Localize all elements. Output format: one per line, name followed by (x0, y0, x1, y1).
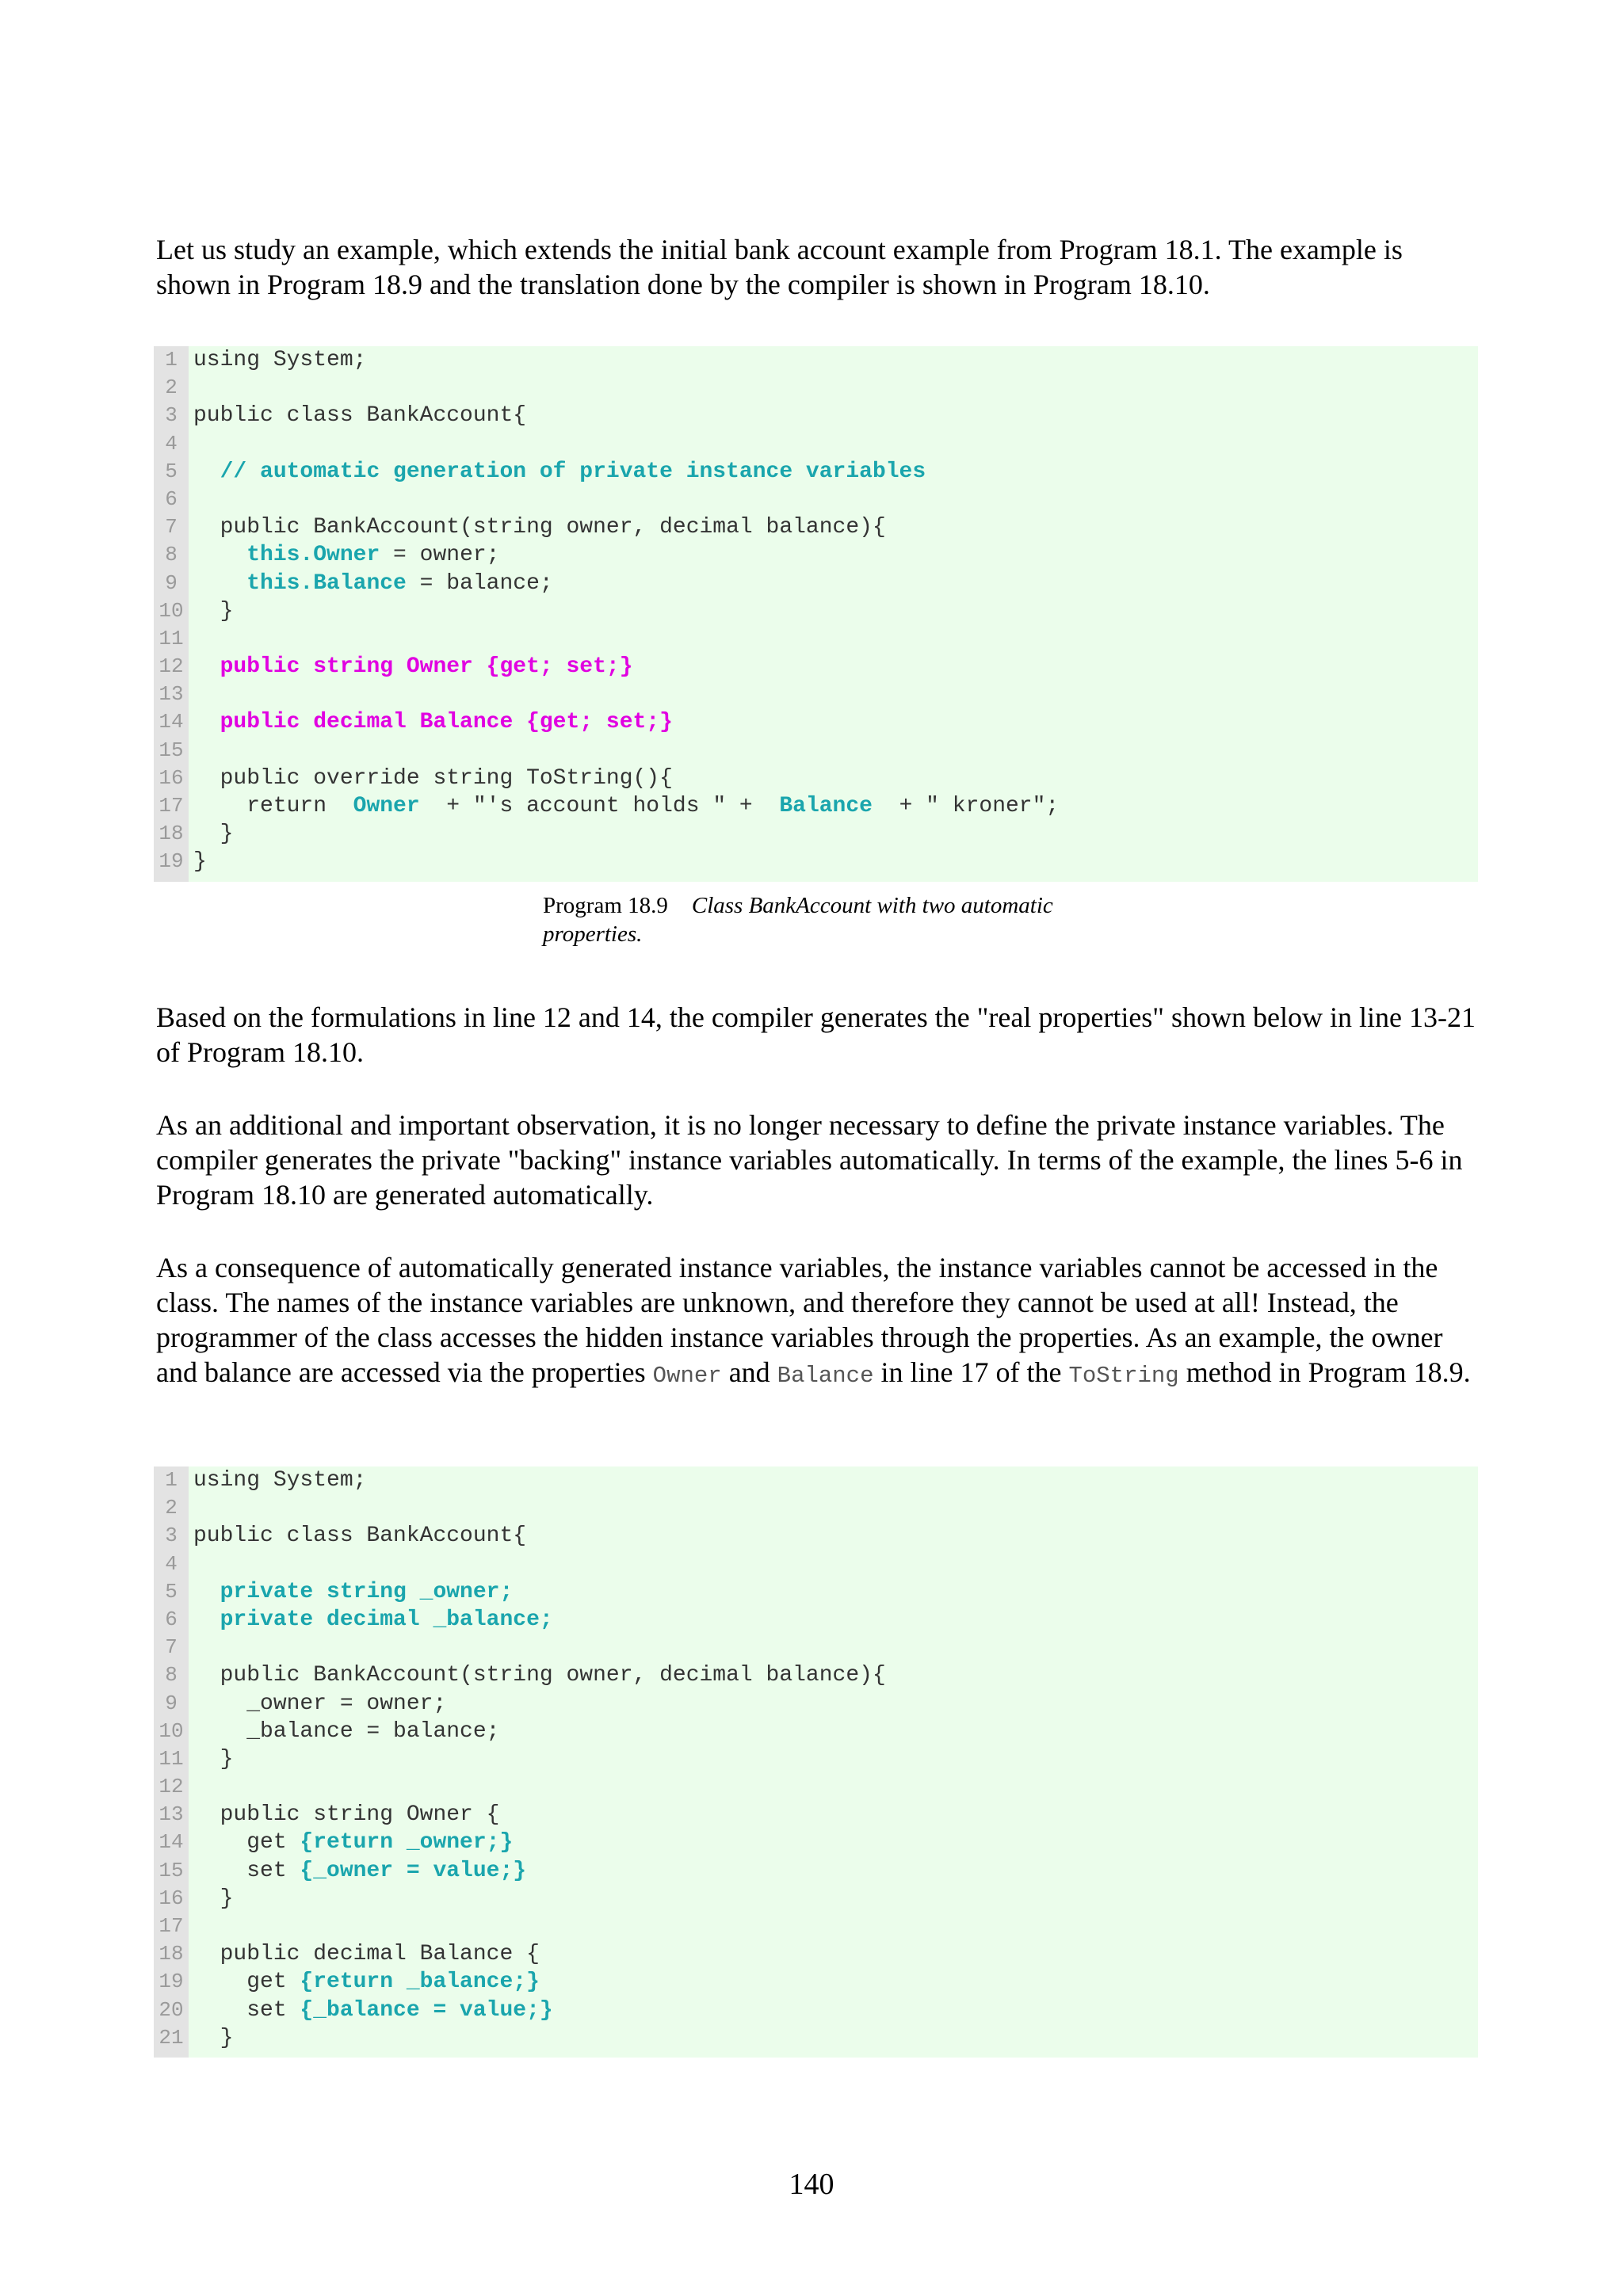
code-line (154, 848, 1478, 875)
line-number: 12 (158, 1775, 184, 1799)
code-text (193, 570, 553, 597)
code-line (154, 1745, 1478, 1773)
code-token: public BankAccount(string owner, decimal balance){ (193, 1663, 886, 1688)
code-token: + "'s account holds " + (419, 794, 780, 818)
code-token: } (193, 1886, 234, 1911)
caption-text: Class BankAccount with two automatic properties. (543, 893, 1053, 947)
code-text (193, 346, 366, 374)
code-text (193, 1829, 513, 1856)
paragraph-text: As a consequence of automatically generated instance variables, the instance variables cannot be accessed in the class. The names of the instance variables are unknown, and therefore they cannot be used at all! Instead, the programmer of the class accesses the hidden instance variables through the properties. As an example, the owner and balance are accessed via the properties (156, 1252, 1443, 1388)
code-line (154, 1522, 1478, 1550)
code-listing-program-18-10 (154, 1466, 1478, 2058)
code-line (154, 1466, 1478, 1494)
highlighted-code-token: public decimal Balance {get; set;} (220, 710, 673, 735)
code-token: } (193, 822, 234, 847)
line-number: 19 (158, 849, 184, 874)
code-line (154, 346, 1478, 374)
line-number: 15 (158, 738, 184, 762)
line-number: 5 (165, 459, 178, 483)
line-number: 4 (165, 1551, 178, 1576)
line-number: 3 (165, 1524, 178, 1548)
inline-code-balance: Balance (777, 1363, 874, 1389)
code-line (154, 625, 1478, 653)
code-text (193, 1997, 553, 2024)
line-number: 18 (158, 822, 184, 846)
code-token: = balance; (406, 570, 553, 596)
highlighted-code-token: public string Owner {get; set;} (220, 654, 633, 680)
line-number: 7 (165, 515, 178, 540)
code-text (193, 1578, 513, 1606)
code-text (193, 1466, 366, 1494)
code-text (193, 513, 886, 541)
line-number: 11 (158, 626, 184, 650)
code-text (193, 1940, 540, 1968)
code-token: _owner = owner; (193, 1691, 447, 1716)
code-line (154, 1801, 1478, 1829)
code-token: get (193, 1970, 300, 1995)
code-token: public string Owner { (193, 1802, 500, 1828)
code-line (154, 402, 1478, 429)
page-number: 140 (789, 2168, 834, 2201)
code-line (154, 430, 1478, 458)
code-token (193, 654, 220, 679)
code-text (193, 402, 526, 429)
code-line (154, 458, 1478, 486)
line-number: 13 (158, 682, 184, 707)
paragraph-backing-variables: As an additional and important observation, it is no longer necessary to define the private instance variables. The compiler generates the private "backing" instance variables automatically. In terms of the example, the lines 5-6 in Program 18.10 are generated automatically. (156, 1109, 1463, 1211)
caption-label: Program 18.9 (543, 893, 668, 918)
line-number: 9 (165, 1691, 178, 1715)
line-number: 19 (158, 1970, 184, 1994)
paragraph-text: in line 17 of the (873, 1356, 1069, 1388)
line-number: 11 (158, 1746, 184, 1771)
line-number: 6 (165, 486, 178, 511)
intro-paragraph: Let us study an example, which extends the initial bank account example from Program 18.1. The example is shown in Program 18.9 and the translation done by the compiler is shown in Program 18.10. (156, 234, 1403, 300)
line-number: 14 (158, 710, 184, 734)
highlighted-code-token: this.Owner (246, 543, 380, 568)
code-line (154, 653, 1478, 681)
line-number: 20 (158, 1997, 184, 2022)
code-text (193, 1857, 526, 1885)
code-line (154, 1550, 1478, 1578)
line-number: 8 (165, 543, 178, 567)
code-token: set (193, 1997, 300, 2023)
code-token: using System; (193, 348, 367, 372)
code-line (154, 1494, 1478, 1522)
code-text (193, 653, 633, 681)
code-token (193, 1608, 220, 1632)
line-number: 1 (165, 348, 178, 372)
code-line (154, 1885, 1478, 1913)
code-token: public override string ToString(){ (193, 765, 673, 791)
code-token (193, 543, 246, 567)
code-line (154, 374, 1478, 402)
code-line (154, 708, 1478, 736)
code-line (154, 570, 1478, 597)
line-number: 17 (158, 1914, 184, 1938)
code-token (193, 571, 246, 596)
code-line (154, 765, 1478, 792)
code-text (193, 1522, 526, 1550)
highlighted-code-token: {_owner = value;} (300, 1858, 527, 1883)
line-number: 2 (165, 376, 178, 400)
code-line (154, 1578, 1478, 1606)
inline-code-tostring: ToString (1068, 1363, 1179, 1389)
line-number: 13 (158, 1802, 184, 1827)
line-number: 16 (158, 765, 184, 790)
highlighted-code-token: // automatic generation of private instance variables (220, 459, 926, 484)
code-text (193, 1885, 233, 1913)
code-listing-program-18-9 (154, 346, 1478, 882)
code-token: set (193, 1858, 300, 1883)
line-number: 17 (158, 794, 184, 818)
paragraph-real-properties: Based on the formulations in line 12 and 14, the compiler generates the "real properties" shown below in line 13-21 of Program 18.10. (156, 1001, 1476, 1068)
code-line (154, 1997, 1478, 2024)
code-line (154, 820, 1478, 848)
line-number: 8 (165, 1663, 178, 1688)
code-line (154, 1661, 1478, 1689)
highlighted-code-token: private string _owner; (220, 1579, 514, 1604)
code-text (193, 2024, 233, 2052)
code-token (193, 710, 220, 734)
code-line (154, 1690, 1478, 1718)
highlighted-code-token: {_balance = value;} (300, 1997, 553, 2023)
code-line (154, 1857, 1478, 1885)
line-number: 15 (158, 1858, 184, 1882)
code-token (193, 1580, 220, 1604)
code-token: } (193, 598, 234, 624)
code-text (193, 1968, 540, 1996)
paragraph-text: method in Program 18.9. (1178, 1356, 1471, 1388)
code-token: get (193, 1830, 300, 1855)
highlighted-code-token: {return _owner;} (300, 1830, 514, 1855)
code-token: using System; (193, 1468, 367, 1493)
line-number: 14 (158, 1830, 184, 1855)
code-token: public class BankAccount{ (193, 403, 527, 429)
highlighted-code-token: this.Balance (246, 570, 407, 596)
paragraph-text: and (721, 1356, 777, 1388)
program-caption (543, 891, 1145, 948)
code-text (193, 848, 207, 875)
code-line (154, 1968, 1478, 1996)
line-number: 5 (165, 1579, 178, 1604)
code-line (154, 1829, 1478, 1856)
code-token: public BankAccount(string owner, decimal balance){ (193, 515, 886, 540)
code-text (193, 1661, 886, 1689)
code-text (193, 708, 673, 736)
code-token: + " kroner"; (872, 794, 1060, 818)
code-text (193, 1606, 553, 1634)
code-text (193, 1718, 499, 1745)
code-token: _balance = balance; (193, 1718, 500, 1744)
line-number: 18 (158, 1942, 184, 1966)
code-token: return (193, 794, 353, 818)
line-number: 16 (158, 1886, 184, 1910)
highlighted-code-token: {return _balance;} (300, 1970, 540, 1995)
code-line (154, 486, 1478, 513)
code-token: } (193, 2025, 234, 2050)
line-number: 4 (165, 431, 178, 456)
line-number: 1 (165, 1468, 178, 1492)
code-line (154, 1773, 1478, 1801)
code-text (193, 1801, 499, 1829)
code-line (154, 1718, 1478, 1745)
code-line (154, 541, 1478, 569)
line-number: 9 (165, 570, 178, 595)
code-line (154, 597, 1478, 625)
line-number: 12 (158, 654, 184, 679)
code-line (154, 1606, 1478, 1634)
paragraph-hidden-variables (156, 1250, 1476, 1394)
line-number: 3 (165, 403, 178, 428)
code-token: } (193, 849, 207, 875)
line-number: 7 (165, 1635, 178, 1660)
line-number: 10 (158, 1718, 184, 1743)
code-text (193, 541, 499, 569)
highlighted-code-token: Balance (779, 794, 873, 818)
code-token: public class BankAccount{ (193, 1524, 527, 1549)
code-text (193, 597, 233, 625)
line-number: 2 (165, 1496, 178, 1520)
line-number: 21 (158, 2025, 184, 2050)
code-token: public decimal Balance { (193, 1942, 540, 1967)
inline-code-owner: Owner (652, 1363, 722, 1389)
code-text (193, 765, 673, 792)
code-line (154, 2024, 1478, 2052)
code-line (154, 513, 1478, 541)
code-line (154, 681, 1478, 708)
code-line (154, 1940, 1478, 1968)
line-number: 10 (158, 598, 184, 623)
line-number: 6 (165, 1607, 178, 1631)
highlighted-code-token: private decimal _balance; (220, 1607, 553, 1632)
highlighted-code-token: Owner (353, 794, 420, 818)
code-text (193, 792, 1059, 820)
code-line (154, 1913, 1478, 1940)
code-token (193, 460, 220, 484)
code-line (154, 1634, 1478, 1661)
code-text (193, 820, 233, 848)
code-line (154, 792, 1478, 820)
code-text (193, 458, 926, 486)
code-token: } (193, 1746, 234, 1772)
code-token: = owner; (380, 543, 500, 568)
code-line (154, 737, 1478, 765)
code-text (193, 1690, 446, 1718)
code-text (193, 1745, 233, 1773)
